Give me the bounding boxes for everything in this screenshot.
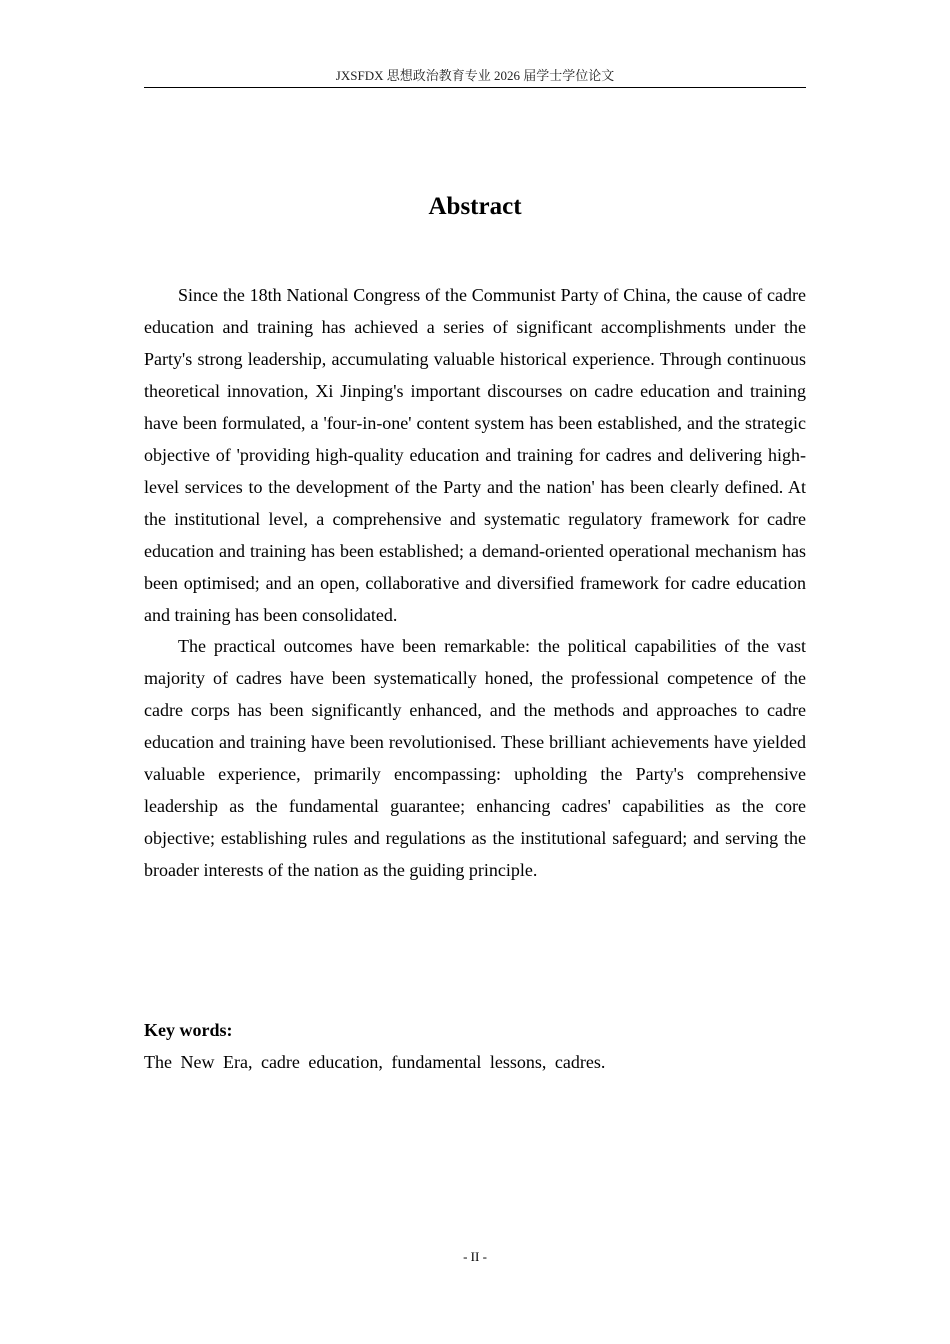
abstract-paragraph-2: The practical outcomes have been remarkable: the political capabilities of the vast majority of cadres have been systematically honed, the professional competence of the cadre corps has been significantly enhanced, and the methods and approaches to cadre education and training have been revolutionised. These brilliant achievements have yielded valuable experience, primarily encompassing: upholding the Party's comprehensive leadership as the fundamental guarantee; enhancing cadres' capabilities as the core objective; establishing rules and regulations as the institutional safeguard; and serving the broader interests of the nation as the guiding principle. [144, 636, 806, 881]
page-title: Abstract [428, 193, 522, 220]
keywords-text: The New Era, cadre education, fundamental lessons, cadres. [144, 1052, 606, 1072]
header-rule [144, 87, 806, 88]
page-number: - II - [463, 1249, 487, 1264]
keywords-heading: Key words: [144, 1020, 233, 1040]
running-header: JXSFDX 思想政治教育专业 2026 届学士学位论文 [335, 68, 615, 83]
abstract-paragraph-1: Since the 18th National Congress of the Communist Party of China, the cause of cadre education and training has achieved a series of significant accomplishments under the Party's strong leadership, accumulating valuable historical experience. Through continuous theoretical innovation, Xi Jinping's important discourses on cadre education and training have been formulated, a 'four-in-one' content system has been established, and the strategic objective of 'providing high-quality education and training for cadres and delivering high-level services to the development of the Party and the nation' has been clearly defined. At the institutional level, a comprehensive and systematic regulatory framework for cadre education and training has been established; a demand-oriented operational mechanism has been optimised; and an open, collaborative and diversified framework for cadre education and training has been consolidated. [144, 285, 806, 625]
abstract-body [144, 280, 806, 887]
